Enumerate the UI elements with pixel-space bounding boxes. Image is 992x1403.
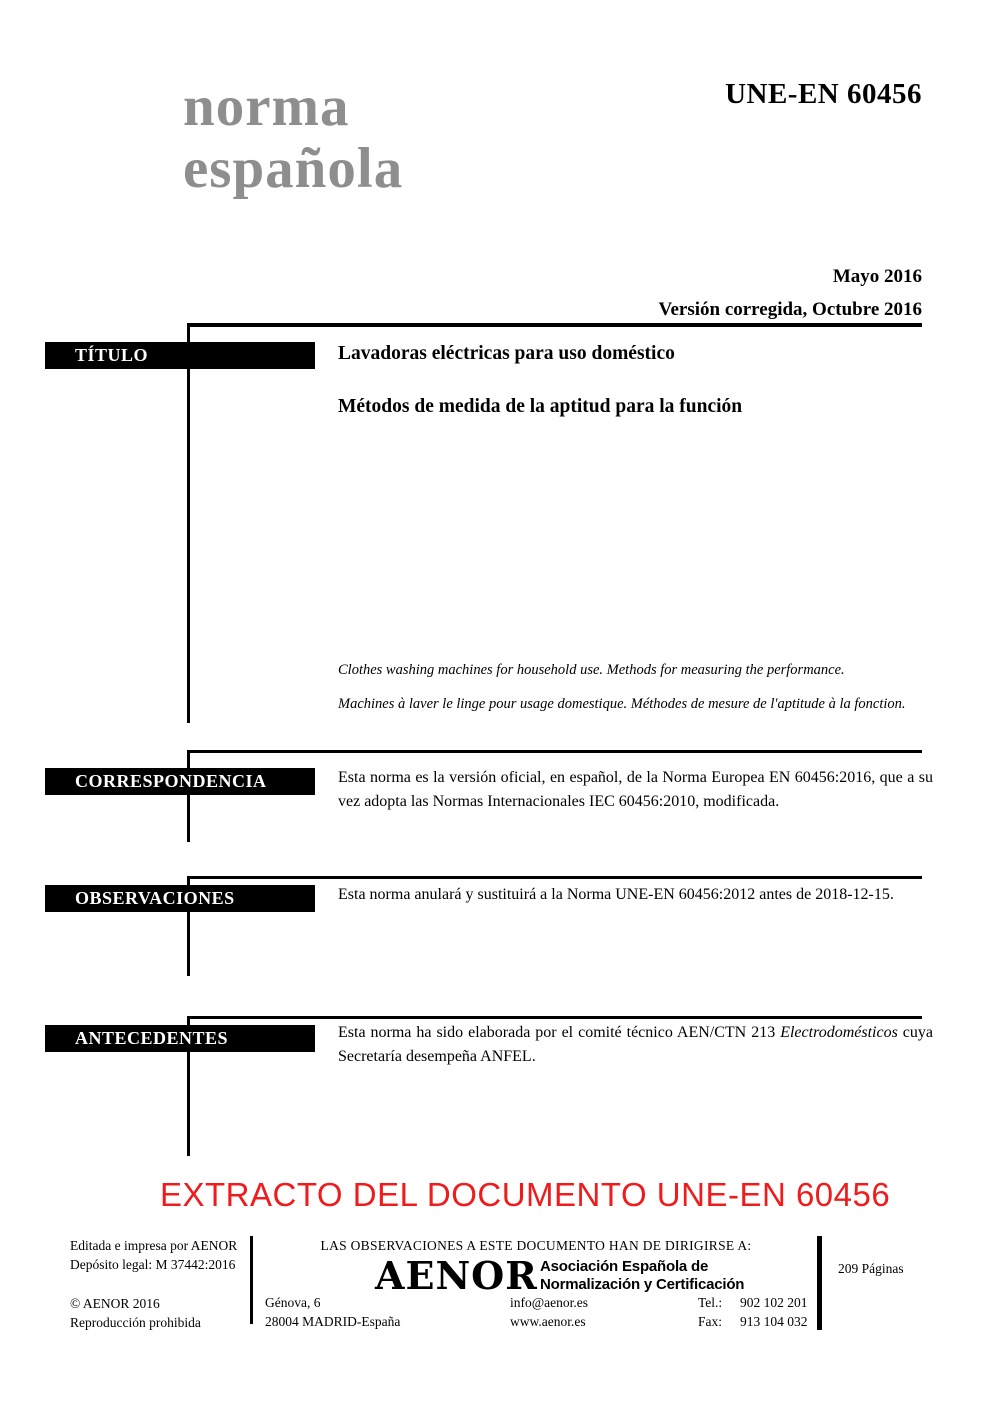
footer-observations-notice: LAS OBSERVACIONES A ESTE DOCUMENTO HAN DE DIRIGIRSE A: <box>320 1238 752 1253</box>
footer-edition-block <box>70 1237 237 1274</box>
vertical-rule-correspondencia <box>187 750 190 842</box>
aenor-logo: AENOR <box>375 1253 538 1298</box>
aenor-org-line2: Normalización y Certificación <box>540 1275 745 1293</box>
footer-fax-value: 913 104 032 <box>740 1313 808 1329</box>
extract-banner: EXTRACTO DEL DOCUMENTO UNE-EN 60456 <box>160 1176 891 1213</box>
corrected-version-note: Versión corregida, Octubre 2016 <box>658 299 922 320</box>
footer-edited-by: Editada e impresa por AENOR <box>70 1238 238 1253</box>
footer-tel-label: Tel.: <box>698 1295 723 1310</box>
section-label-antecedentes: ANTECEDENTES <box>45 1025 315 1052</box>
footer-copyright: © AENOR 2016 <box>70 1296 160 1311</box>
antecedentes-text <box>338 1021 933 1068</box>
footer-divider-right <box>817 1236 822 1330</box>
section-label-observaciones: OBSERVACIONES <box>45 885 315 912</box>
section-label-titulo: TÍTULO <box>45 342 315 369</box>
section-label-correspondencia: CORRESPONDENCIA <box>45 768 315 795</box>
footer-tel-row <box>698 1294 808 1313</box>
title-english: Clothes washing machines for household use. Methods for measuring the performance. <box>338 662 845 678</box>
footer-fax-label: Fax: <box>698 1313 723 1329</box>
antecedentes-text-before: Esta norma ha sido elaborada por el comité técnico AEN/CTN 213 <box>338 1024 781 1041</box>
horizontal-rule-antecedentes <box>187 1016 922 1019</box>
footer-reproduction-notice: Reproducción prohibida <box>70 1314 201 1330</box>
correspondencia-text: Esta norma es la versión oficial, en español, de la Norma Europea EN 60456:2016, que a su vez adopta las Normas Internacionales IEC 60456:2010, modificada. <box>338 769 933 810</box>
footer-city: 28004 MADRID-España <box>265 1313 401 1329</box>
publication-date: Mayo 2016 <box>832 266 922 287</box>
antecedentes-text-after: cuya Secretaría desempeña ANFEL. <box>338 1024 933 1065</box>
title-line-1: Lavadoras eléctricas para uso doméstico <box>338 343 675 364</box>
footer-tel-value: 902 102 201 <box>740 1295 808 1310</box>
footer-legal-deposit: Depósito legal: M 37442:2016 <box>70 1256 236 1272</box>
title-line-2: Métodos de medida de la aptitud para la función <box>338 396 743 417</box>
footer-address-block <box>265 1294 400 1331</box>
footer-copyright-block <box>70 1295 201 1332</box>
aenor-org-name <box>540 1258 744 1293</box>
footer-fax-row <box>698 1313 808 1332</box>
date-block <box>658 260 922 326</box>
horizontal-rule-observaciones <box>187 876 922 879</box>
aenor-org-line1: Asociación Española de <box>540 1258 709 1275</box>
footer-contact-block <box>510 1294 588 1331</box>
title-french: Machines à laver le linge pour usage domestique. Méthodes de mesure de l'aptitude à la fonction. <box>338 696 906 712</box>
brand-line2: española <box>183 137 404 200</box>
footer-email: info@aenor.es <box>510 1295 589 1310</box>
vertical-rule-titulo <box>187 323 190 723</box>
footer-divider-left <box>250 1236 253 1324</box>
footer-phone-block <box>698 1294 808 1331</box>
standard-code: UNE-EN 60456 <box>725 78 922 110</box>
observaciones-text: Esta norma anulará y sustituirá a la Norma UNE-EN 60456:2012 antes de 2018-12-15. <box>338 886 894 903</box>
horizontal-rule-titulo <box>187 323 922 327</box>
antecedentes-text-italic: Electrodomésticos <box>780 1024 898 1041</box>
brand-wordmark <box>183 76 403 200</box>
footer-page-count: 209 Páginas <box>838 1261 904 1276</box>
footer-website: www.aenor.es <box>510 1313 586 1329</box>
brand-line1: norma <box>183 75 350 138</box>
horizontal-rule-correspondencia <box>187 750 922 753</box>
footer-street: Génova, 6 <box>265 1295 321 1310</box>
